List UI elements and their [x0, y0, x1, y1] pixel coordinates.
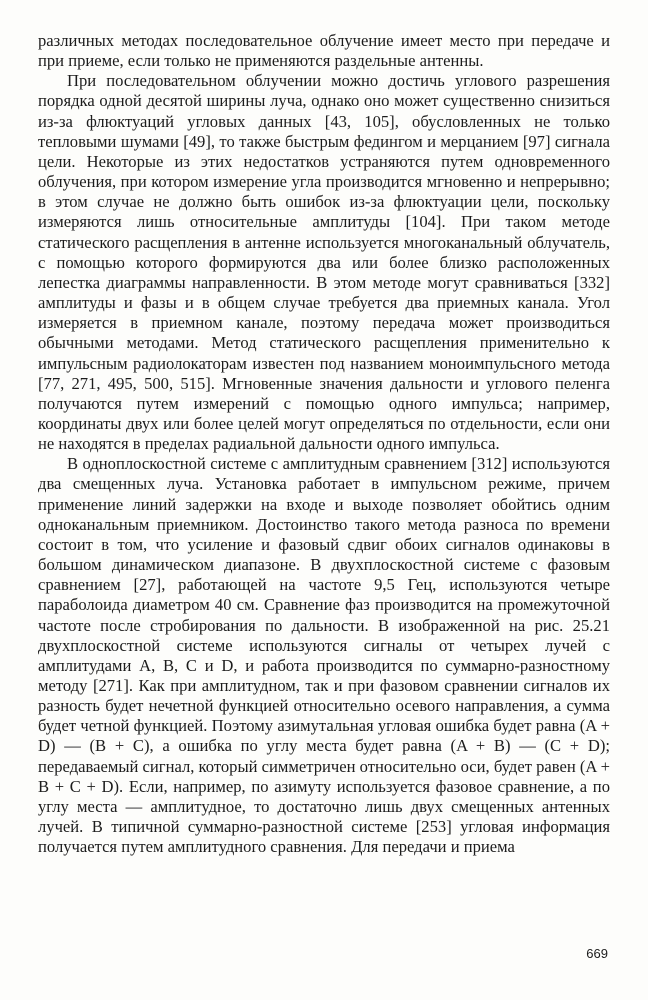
paragraph-sequential-lobing: При последовательном облучении можно достичь углового разрешения порядка одной десятой ширины луча, однако оно может существенно снизиться из-за флюктуаций угловых данных [43, 105], обусловленных не только тепловыми шумами [49], то также быстрым федингом и мерцанием [97] сигнала цели. Некоторые из этих недостатков устраняются путем одновременного облучения, при котором измерение угла производится мгновенно и непрерывно; в этом случае не должно быть ошибок из-за флюктуации цели, поскольку измеряются лишь относительные амплитуды [104]. При таком методе статического расщепления в антенне используется многоканальный облучатель, с помощью которого формируются два или более близко расположенных лепестка диаграммы направленности. В этом методе могут сравниваться [332] амплитуды и фазы и в общем случае требуется два приемных канала. Угол измеряется в приемном канале, поэтому передача может производиться обычными методами. Метод статического расщепления применительно к импульсным радиолокаторам известен под названием моноимпульсного метода [77, 271, 495, 500, 515]. Мгновенные значения дальности и углового пеленга получаются путем измерений с помощью одного импульса; например, координаты двух или более целей могут определяться по отдельности, если они не находятся в пределах радиальной дальности одного импульса. [38, 71, 610, 454]
paragraph-continued: различных методах последовательное облучение имеет место при передаче и при приеме, если только не применяются раздельные антенны. [38, 31, 610, 71]
paragraph-amplitude-comparison: В одноплоскостной системе с амплитудным сравнением [312] используются два смещенных луча. Установка работает в импульсном режиме, причем применение линий задержки на входе и выходе позволяет обойтись одним одноканальным приемником. Достоинство такого метода разноса по времени состоит в том, что усиление и фазовый сдвиг обоих сигналов одинаковы в большом динамическом диапазоне. В двухплоскостной системе с фазовым сравнением [27], работающей на частоте 9,5 Гец, используются четыре параболоида диаметром 40 см. Сравнение фаз производится на промежуточной частоте после стробирования по дальности. В изображенной на рис. 25.21 двухплоскостной системе используются сигналы от четырех лучей с амплитудами A, B, C и D, и работа производится по суммарно-разностному методу [271]. Как при амплитудном, так и при фазовом сравнении сигналов их разность будет нечетной функцией относительно осевого направления, а сумма будет четной функцией. Поэтому азимутальная угловая ошибка будет равна (A + D) — (B + C), а ошибка по углу места будет равна (A + B) — (C + D); передаваемый сигнал, который симметричен относительно оси, будет равен (A + B + C + D). Если, например, по азимуту используется фазовое сравнение, а по углу места — амплитудное, то достаточно лишь двух смещенных антенных лучей. В типичной суммарно-разностной системе [253] угловая информация получается путем амплитудного сравнения. Для передачи и приема [38, 454, 610, 857]
page-number: 669 [586, 946, 608, 961]
body-text [38, 31, 610, 857]
